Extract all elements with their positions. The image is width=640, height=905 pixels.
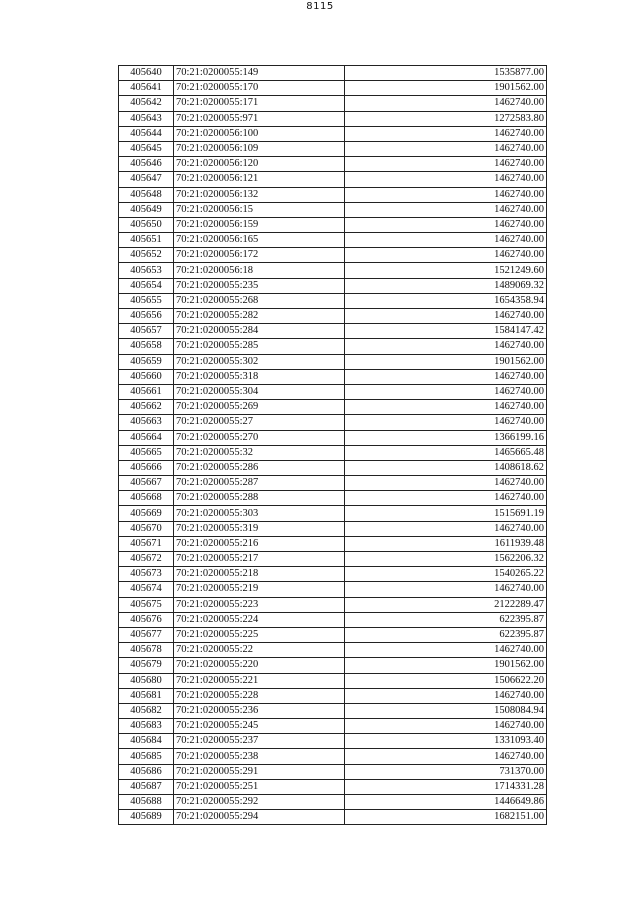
value-cell: 1465665.48 bbox=[345, 445, 547, 460]
table-row bbox=[119, 582, 547, 597]
table-row bbox=[119, 217, 547, 232]
value-cell: 1714331.28 bbox=[345, 779, 547, 794]
value-cell: 1462740.00 bbox=[345, 415, 547, 430]
cadastral-number-cell: 70:21:0200055:170 bbox=[174, 81, 345, 96]
cadastral-number-cell: 70:21:0200055:220 bbox=[174, 658, 345, 673]
value-cell: 1584147.42 bbox=[345, 324, 547, 339]
table-row bbox=[119, 795, 547, 810]
value-cell: 2122289.47 bbox=[345, 597, 547, 612]
table-row bbox=[119, 324, 547, 339]
cadastral-number-cell: 70:21:0200055:270 bbox=[174, 430, 345, 445]
row-number-cell: 405678 bbox=[119, 643, 174, 658]
row-number-cell: 405668 bbox=[119, 491, 174, 506]
cadastral-number-cell: 70:21:0200055:32 bbox=[174, 445, 345, 460]
table-row bbox=[119, 430, 547, 445]
value-cell: 1489069.32 bbox=[345, 278, 547, 293]
row-number-cell: 405674 bbox=[119, 582, 174, 597]
table-row bbox=[119, 567, 547, 582]
row-number-cell: 405677 bbox=[119, 627, 174, 642]
cadastral-number-cell: 70:21:0200055:282 bbox=[174, 309, 345, 324]
table-row bbox=[119, 764, 547, 779]
value-cell: 1331093.40 bbox=[345, 734, 547, 749]
row-number-cell: 405645 bbox=[119, 141, 174, 156]
table-row bbox=[119, 779, 547, 794]
cadastral-number-cell: 70:21:0200055:251 bbox=[174, 779, 345, 794]
row-number-cell: 405673 bbox=[119, 567, 174, 582]
row-number-cell: 405682 bbox=[119, 703, 174, 718]
value-cell: 1462740.00 bbox=[345, 187, 547, 202]
cadastral-number-cell: 70:21:0200056:159 bbox=[174, 217, 345, 232]
table-row bbox=[119, 354, 547, 369]
row-number-cell: 405661 bbox=[119, 384, 174, 399]
data-table bbox=[118, 65, 547, 825]
cadastral-number-cell: 70:21:0200055:304 bbox=[174, 384, 345, 399]
value-cell: 1462740.00 bbox=[345, 582, 547, 597]
row-number-cell: 405657 bbox=[119, 324, 174, 339]
cadastral-number-cell: 70:21:0200055:238 bbox=[174, 749, 345, 764]
table-row bbox=[119, 810, 547, 825]
table-row bbox=[119, 293, 547, 308]
cadastral-number-cell: 70:21:0200056:15 bbox=[174, 202, 345, 217]
row-number-cell: 405685 bbox=[119, 749, 174, 764]
cadastral-number-cell: 70:21:0200055:228 bbox=[174, 688, 345, 703]
value-cell: 1462740.00 bbox=[345, 96, 547, 111]
table-row bbox=[119, 96, 547, 111]
row-number-cell: 405669 bbox=[119, 506, 174, 521]
value-cell: 1508084.94 bbox=[345, 703, 547, 718]
value-cell: 1462740.00 bbox=[345, 643, 547, 658]
row-number-cell: 405664 bbox=[119, 430, 174, 445]
row-number-cell: 405679 bbox=[119, 658, 174, 673]
table-row bbox=[119, 263, 547, 278]
row-number-cell: 405659 bbox=[119, 354, 174, 369]
row-number-cell: 405660 bbox=[119, 369, 174, 384]
cadastral-number-cell: 70:21:0200055:319 bbox=[174, 521, 345, 536]
row-number-cell: 405646 bbox=[119, 157, 174, 172]
cadastral-number-cell: 70:21:0200055:218 bbox=[174, 567, 345, 582]
row-number-cell: 405654 bbox=[119, 278, 174, 293]
cadastral-number-cell: 70:21:0200056:100 bbox=[174, 126, 345, 141]
value-cell: 1611939.48 bbox=[345, 536, 547, 551]
table-row bbox=[119, 506, 547, 521]
table-row bbox=[119, 202, 547, 217]
table-row bbox=[119, 460, 547, 475]
row-number-cell: 405656 bbox=[119, 309, 174, 324]
row-number-cell: 405675 bbox=[119, 597, 174, 612]
value-cell: 1462740.00 bbox=[345, 217, 547, 232]
row-number-cell: 405648 bbox=[119, 187, 174, 202]
cadastral-number-cell: 70:21:0200055:235 bbox=[174, 278, 345, 293]
row-number-cell: 405671 bbox=[119, 536, 174, 551]
cadastral-number-cell: 70:21:0200055:224 bbox=[174, 612, 345, 627]
value-cell: 1462740.00 bbox=[345, 157, 547, 172]
table-row bbox=[119, 384, 547, 399]
cadastral-number-cell: 70:21:0200056:109 bbox=[174, 141, 345, 156]
value-cell: 1521249.60 bbox=[345, 263, 547, 278]
cadastral-number-cell: 70:21:0200056:121 bbox=[174, 172, 345, 187]
cadastral-number-cell: 70:21:0200055:318 bbox=[174, 369, 345, 384]
row-number-cell: 405687 bbox=[119, 779, 174, 794]
row-number-cell: 405651 bbox=[119, 233, 174, 248]
page-number: 8115 bbox=[306, 1, 334, 12]
cadastral-number-cell: 70:21:0200055:287 bbox=[174, 476, 345, 491]
cadastral-number-cell: 70:21:0200055:303 bbox=[174, 506, 345, 521]
table-row bbox=[119, 597, 547, 612]
cadastral-number-cell: 70:21:0200055:302 bbox=[174, 354, 345, 369]
row-number-cell: 405670 bbox=[119, 521, 174, 536]
table-row bbox=[119, 445, 547, 460]
value-cell: 1462740.00 bbox=[345, 491, 547, 506]
table-row bbox=[119, 81, 547, 96]
cadastral-number-cell: 70:21:0200056:132 bbox=[174, 187, 345, 202]
cadastral-number-cell: 70:21:0200055:286 bbox=[174, 460, 345, 475]
table-row bbox=[119, 491, 547, 506]
value-cell: 1462740.00 bbox=[345, 688, 547, 703]
value-cell: 1540265.22 bbox=[345, 567, 547, 582]
row-number-cell: 405655 bbox=[119, 293, 174, 308]
value-cell: 1462740.00 bbox=[345, 719, 547, 734]
cadastral-number-cell: 70:21:0200055:294 bbox=[174, 810, 345, 825]
value-cell: 731370.00 bbox=[345, 764, 547, 779]
cadastral-number-cell: 70:21:0200055:219 bbox=[174, 582, 345, 597]
table-row bbox=[119, 339, 547, 354]
table-row bbox=[119, 278, 547, 293]
table-row bbox=[119, 141, 547, 156]
table-row bbox=[119, 248, 547, 263]
table-row bbox=[119, 627, 547, 642]
row-number-cell: 405666 bbox=[119, 460, 174, 475]
cadastral-number-cell: 70:21:0200055:236 bbox=[174, 703, 345, 718]
value-cell: 1462740.00 bbox=[345, 521, 547, 536]
row-number-cell: 405663 bbox=[119, 415, 174, 430]
table-row bbox=[119, 734, 547, 749]
value-cell: 1462740.00 bbox=[345, 202, 547, 217]
table-row bbox=[119, 126, 547, 141]
row-number-cell: 405652 bbox=[119, 248, 174, 263]
cadastral-number-cell: 70:21:0200055:221 bbox=[174, 673, 345, 688]
value-cell: 1901562.00 bbox=[345, 81, 547, 96]
row-number-cell: 405662 bbox=[119, 400, 174, 415]
row-number-cell: 405649 bbox=[119, 202, 174, 217]
table-row bbox=[119, 536, 547, 551]
value-cell: 1515691.19 bbox=[345, 506, 547, 521]
value-cell: 1682151.00 bbox=[345, 810, 547, 825]
value-cell: 1462740.00 bbox=[345, 339, 547, 354]
value-cell: 1462740.00 bbox=[345, 248, 547, 263]
row-number-cell: 405642 bbox=[119, 96, 174, 111]
cadastral-number-cell: 70:21:0200055:291 bbox=[174, 764, 345, 779]
table-row bbox=[119, 157, 547, 172]
cadastral-number-cell: 70:21:0200055:225 bbox=[174, 627, 345, 642]
row-number-cell: 405672 bbox=[119, 552, 174, 567]
cadastral-number-cell: 70:21:0200055:285 bbox=[174, 339, 345, 354]
table-row bbox=[119, 688, 547, 703]
value-cell: 622395.87 bbox=[345, 612, 547, 627]
value-cell: 1366199.16 bbox=[345, 430, 547, 445]
table-body bbox=[119, 66, 547, 825]
value-cell: 1901562.00 bbox=[345, 354, 547, 369]
value-cell: 1446649.86 bbox=[345, 795, 547, 810]
value-cell: 1462740.00 bbox=[345, 400, 547, 415]
table-row bbox=[119, 673, 547, 688]
table-row bbox=[119, 719, 547, 734]
table-row bbox=[119, 415, 547, 430]
cadastral-number-cell: 70:21:0200055:217 bbox=[174, 552, 345, 567]
cadastral-number-cell: 70:21:0200056:165 bbox=[174, 233, 345, 248]
cadastral-number-cell: 70:21:0200055:27 bbox=[174, 415, 345, 430]
table-row bbox=[119, 552, 547, 567]
cadastral-number-cell: 70:21:0200056:120 bbox=[174, 157, 345, 172]
cadastral-number-cell: 70:21:0200055:292 bbox=[174, 795, 345, 810]
row-number-cell: 405683 bbox=[119, 719, 174, 734]
table-row bbox=[119, 172, 547, 187]
table-row bbox=[119, 643, 547, 658]
value-cell: 1462740.00 bbox=[345, 309, 547, 324]
row-number-cell: 405681 bbox=[119, 688, 174, 703]
row-number-cell: 405665 bbox=[119, 445, 174, 460]
cadastral-number-cell: 70:21:0200056:18 bbox=[174, 263, 345, 278]
cadastral-number-cell: 70:21:0200055:269 bbox=[174, 400, 345, 415]
cadastral-number-cell: 70:21:0200055:22 bbox=[174, 643, 345, 658]
value-cell: 1654358.94 bbox=[345, 293, 547, 308]
row-number-cell: 405643 bbox=[119, 111, 174, 126]
table-row bbox=[119, 476, 547, 491]
value-cell: 1272583.80 bbox=[345, 111, 547, 126]
value-cell: 622395.87 bbox=[345, 627, 547, 642]
row-number-cell: 405640 bbox=[119, 66, 174, 81]
row-number-cell: 405647 bbox=[119, 172, 174, 187]
value-cell: 1462740.00 bbox=[345, 172, 547, 187]
cadastral-number-cell: 70:21:0200056:172 bbox=[174, 248, 345, 263]
table-row bbox=[119, 369, 547, 384]
cadastral-number-cell: 70:21:0200055:171 bbox=[174, 96, 345, 111]
cadastral-number-cell: 70:21:0200055:284 bbox=[174, 324, 345, 339]
table-row bbox=[119, 703, 547, 718]
row-number-cell: 405684 bbox=[119, 734, 174, 749]
value-cell: 1901562.00 bbox=[345, 658, 547, 673]
value-cell: 1462740.00 bbox=[345, 476, 547, 491]
row-number-cell: 405667 bbox=[119, 476, 174, 491]
table-row bbox=[119, 521, 547, 536]
table-row bbox=[119, 187, 547, 202]
table-row bbox=[119, 658, 547, 673]
value-cell: 1562206.32 bbox=[345, 552, 547, 567]
table-row bbox=[119, 309, 547, 324]
value-cell: 1462740.00 bbox=[345, 384, 547, 399]
cadastral-number-cell: 70:21:0200055:245 bbox=[174, 719, 345, 734]
cadastral-number-cell: 70:21:0200055:288 bbox=[174, 491, 345, 506]
table-row bbox=[119, 66, 547, 81]
row-number-cell: 405658 bbox=[119, 339, 174, 354]
row-number-cell: 405641 bbox=[119, 81, 174, 96]
row-number-cell: 405650 bbox=[119, 217, 174, 232]
cadastral-number-cell: 70:21:0200055:223 bbox=[174, 597, 345, 612]
value-cell: 1462740.00 bbox=[345, 126, 547, 141]
cadastral-number-cell: 70:21:0200055:237 bbox=[174, 734, 345, 749]
table-row bbox=[119, 111, 547, 126]
cadastral-number-cell: 70:21:0200055:216 bbox=[174, 536, 345, 551]
row-number-cell: 405689 bbox=[119, 810, 174, 825]
value-cell: 1462740.00 bbox=[345, 233, 547, 248]
row-number-cell: 405680 bbox=[119, 673, 174, 688]
value-cell: 1408618.62 bbox=[345, 460, 547, 475]
value-cell: 1535877.00 bbox=[345, 66, 547, 81]
value-cell: 1506622.20 bbox=[345, 673, 547, 688]
value-cell: 1462740.00 bbox=[345, 141, 547, 156]
row-number-cell: 405653 bbox=[119, 263, 174, 278]
table-row bbox=[119, 612, 547, 627]
row-number-cell: 405688 bbox=[119, 795, 174, 810]
table-row bbox=[119, 749, 547, 764]
cadastral-number-cell: 70:21:0200055:149 bbox=[174, 66, 345, 81]
row-number-cell: 405676 bbox=[119, 612, 174, 627]
cadastral-number-cell: 70:21:0200055:971 bbox=[174, 111, 345, 126]
table-row bbox=[119, 400, 547, 415]
cadastral-number-cell: 70:21:0200055:268 bbox=[174, 293, 345, 308]
row-number-cell: 405644 bbox=[119, 126, 174, 141]
row-number-cell: 405686 bbox=[119, 764, 174, 779]
value-cell: 1462740.00 bbox=[345, 369, 547, 384]
value-cell: 1462740.00 bbox=[345, 749, 547, 764]
table-row bbox=[119, 233, 547, 248]
